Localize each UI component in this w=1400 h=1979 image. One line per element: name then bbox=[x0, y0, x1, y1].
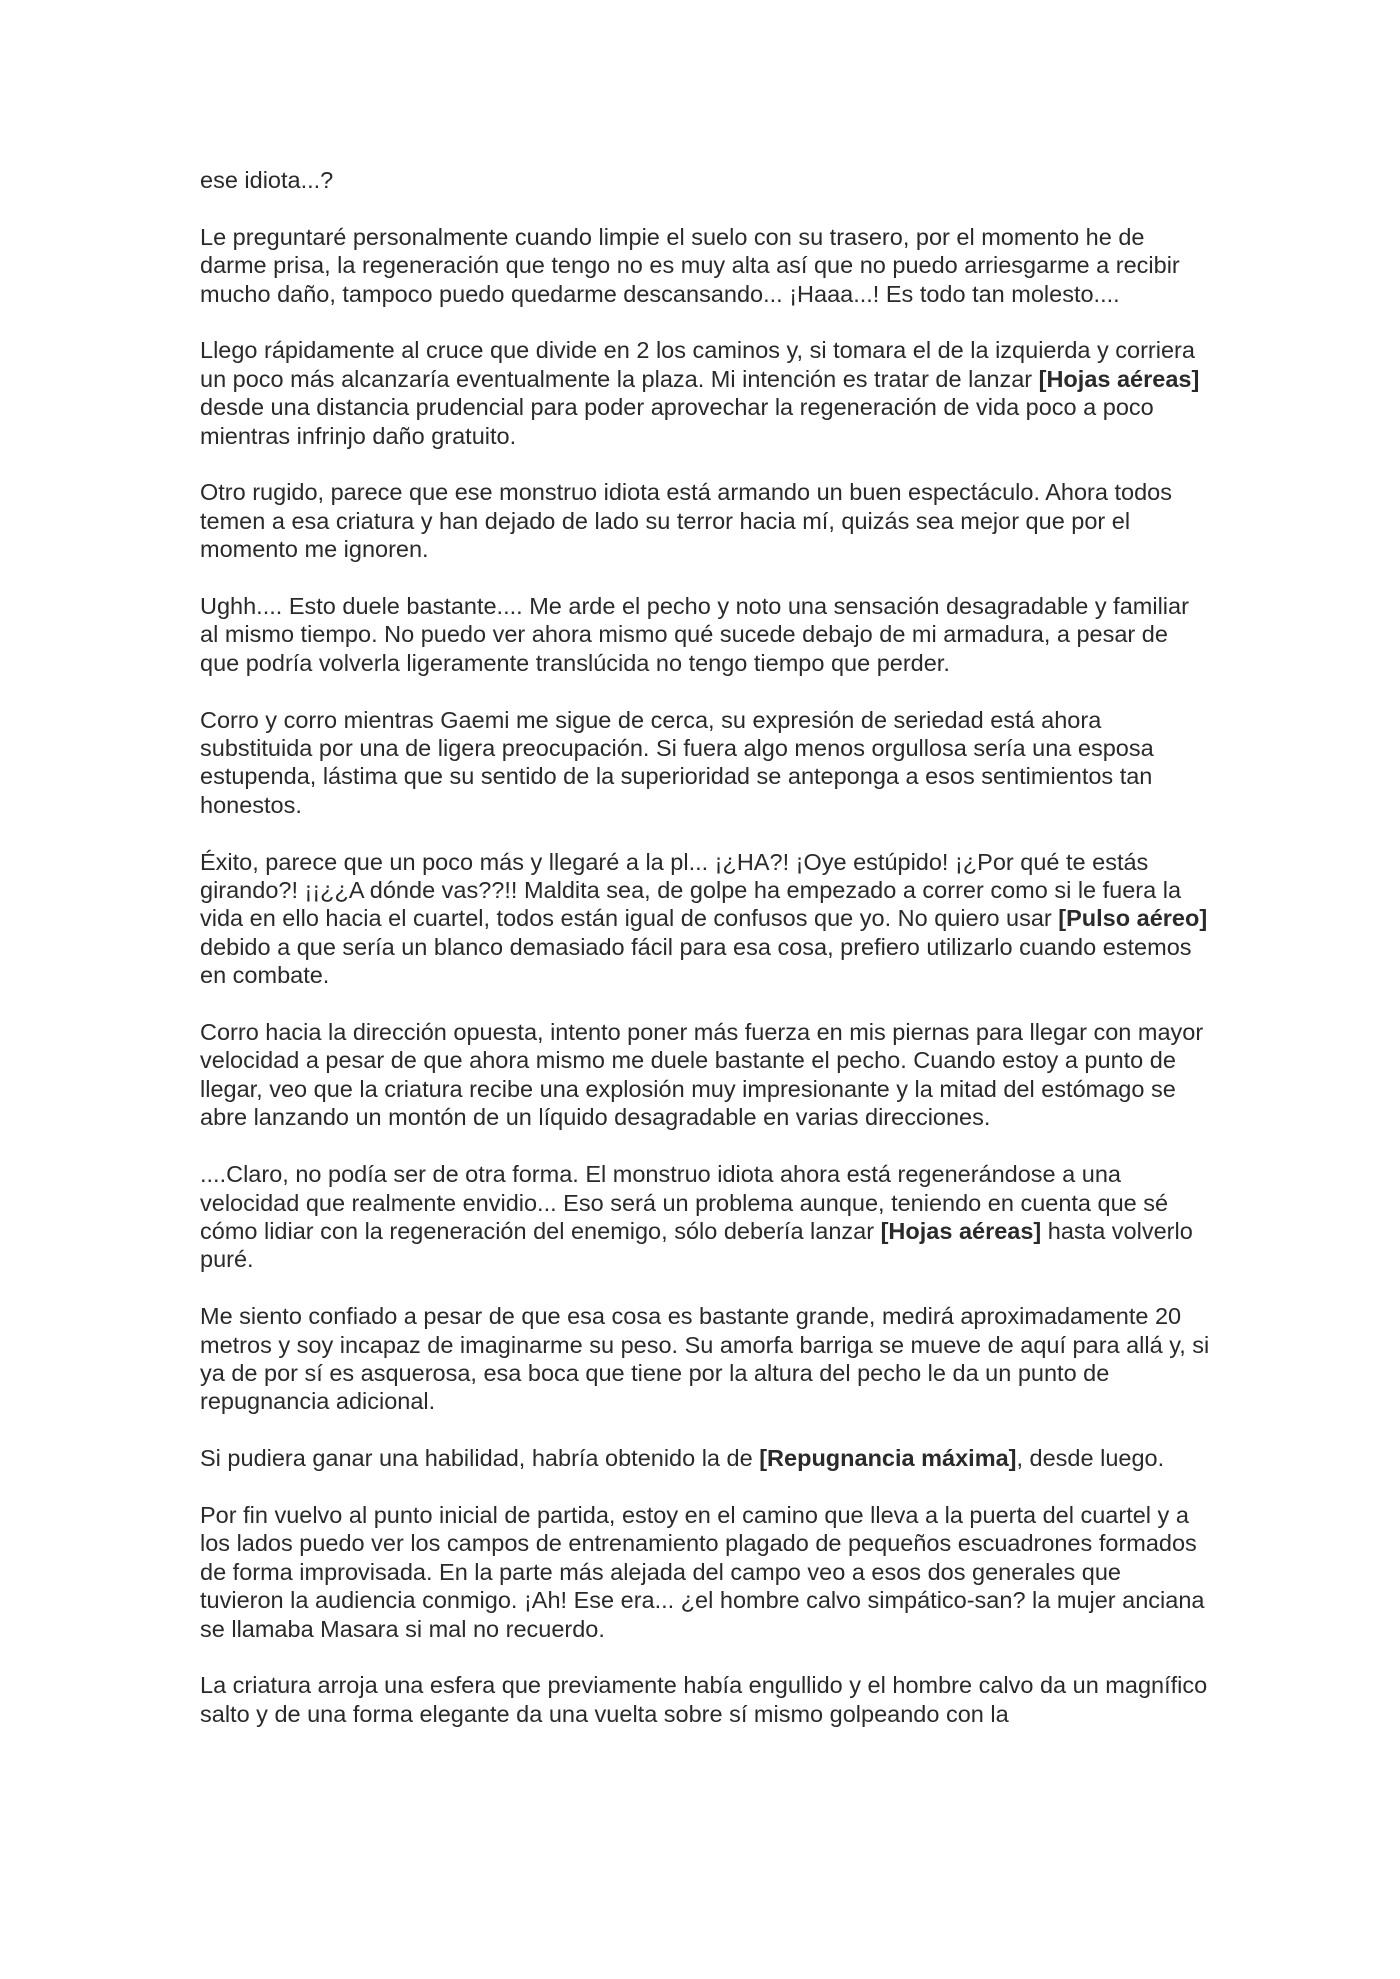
skill-name: [Hojas aéreas] bbox=[880, 1217, 1042, 1244]
paragraph: Llego rápidamente al cruce que divide en 2 los caminos y, si tomara el de la izquierda y corriera un poco más alcanzaría eventualmente la plaza. Mi intención es tratar de lanzar [Hojas aéreas] desde una distancia prudencial para poder aprovechar la regeneración de vida poco a poco mientras infrinjo daño gratuito. bbox=[200, 337, 1200, 449]
skill-name: [Repugnancia máxima] bbox=[759, 1445, 1017, 1472]
skill-name: [Pulso aéreo] bbox=[1058, 905, 1208, 932]
paragraph: Corro hacia la dirección opuesta, intento poner más fuerza en mis piernas para llegar con mayor velocidad a pesar de que ahora mismo me duele bastante el pecho. Cuando estoy a punto de llegar, veo que la criatura recibe una explosión muy impresionante y la mitad del estómago se abre lanzando un montón de un líquido desagradable en varias direcciones. bbox=[200, 1019, 1204, 1131]
paragraph: Me siento confiado a pesar de que esa cosa es bastante grande, medirá aproximadamente 20 metros y soy incapaz de imaginarme su peso. Su amorfa barriga se mueve de aquí para allá y, si ya de por sí es asquerosa, esa boca que tiene por la altura del pecho le da un punto de repugnancia adicional. bbox=[200, 1303, 1210, 1415]
paragraph: Si pudiera ganar una habilidad, habría obtenido la de [Repugnancia máxima], desde luego. bbox=[200, 1445, 1165, 1472]
document-page bbox=[200, 166, 1210, 1757]
paragraph: La criatura arroja una esfera que previamente había engullido y el hombre calvo da un magnífico salto y de una forma elegante da una vuelta sobre sí mismo golpeando con la bbox=[200, 1672, 1208, 1727]
paragraph: Ughh.... Esto duele bastante.... Me arde el pecho y noto una sensación desagradable y familiar al mismo tiempo. No puedo ver ahora mismo qué sucede debajo de mi armadura, a pesar de que podría volverla ligeramente translúcida no tengo tiempo que perder. bbox=[200, 593, 1189, 676]
paragraph: Éxito, parece que un poco más y llegaré a la pl... ¡¿HA?! ¡Oye estúpido! ¡¿Por qué te estás girando?! ¡¡¿¿A dónde vas??!! Maldita sea, de golpe ha empezado a correr como si le fuera la vida en ello hacia el cuartel, todos están igual de confusos que yo. No quiero usar [Pulso aéreo] debido a que sería un blanco demasiado fácil para esa cosa, prefiero utilizarlo cuando estemos en combate. bbox=[200, 848, 1208, 989]
skill-name: [Hojas aéreas] bbox=[1038, 365, 1200, 392]
paragraph: ....Claro, no podía ser de otra forma. El monstruo idiota ahora está regenerándose a una velocidad que realmente envidio... Eso será un problema aunque, teniendo en cuenta que sé cómo lidiar con la regeneración del enemigo, sólo debería lanzar [Hojas aéreas] hasta volverlo puré. bbox=[200, 1161, 1193, 1273]
paragraph: ese idiota...? bbox=[200, 167, 334, 193]
paragraph: Le preguntaré personalmente cuando limpie el suelo con su trasero, por el momento he de darme prisa, la regeneración que tengo no es muy alta así que no puedo arriesgarme a recibir mucho daño, tampoco puedo quedarme descansando... ¡Haaa...! Es todo tan molesto.... bbox=[200, 223, 1180, 307]
paragraph: Otro rugido, parece que ese monstruo idiota está armando un buen espectáculo. Ahora todos temen a esa criatura y han dejado de lado su terror hacia mí, quizás sea mejor que por el momento me ignoren. bbox=[200, 479, 1172, 563]
paragraph: Corro y corro mientras Gaemi me sigue de cerca, su expresión de seriedad está ahora substituida por una de ligera preocupación. Si fuera algo menos orgullosa sería una esposa estupenda, lástima que su sentido de la superioridad se anteponga a esos sentimientos tan honestos. bbox=[200, 706, 1154, 818]
paragraph: Por fin vuelvo al punto inicial de partida, estoy en el camino que lleva a la puerta del cuartel y a los lados puedo ver los campos de entrenamiento plagado de pequeños escuadrones formados de forma improvisada. En la parte más alejada del campo veo a esos dos generales que tuvieron la audiencia conmigo. ¡Ah! Ese era... ¿el hombre calvo simpático-san? la mujer anciana se llamaba Masara si mal no recuerdo. bbox=[200, 1501, 1205, 1642]
